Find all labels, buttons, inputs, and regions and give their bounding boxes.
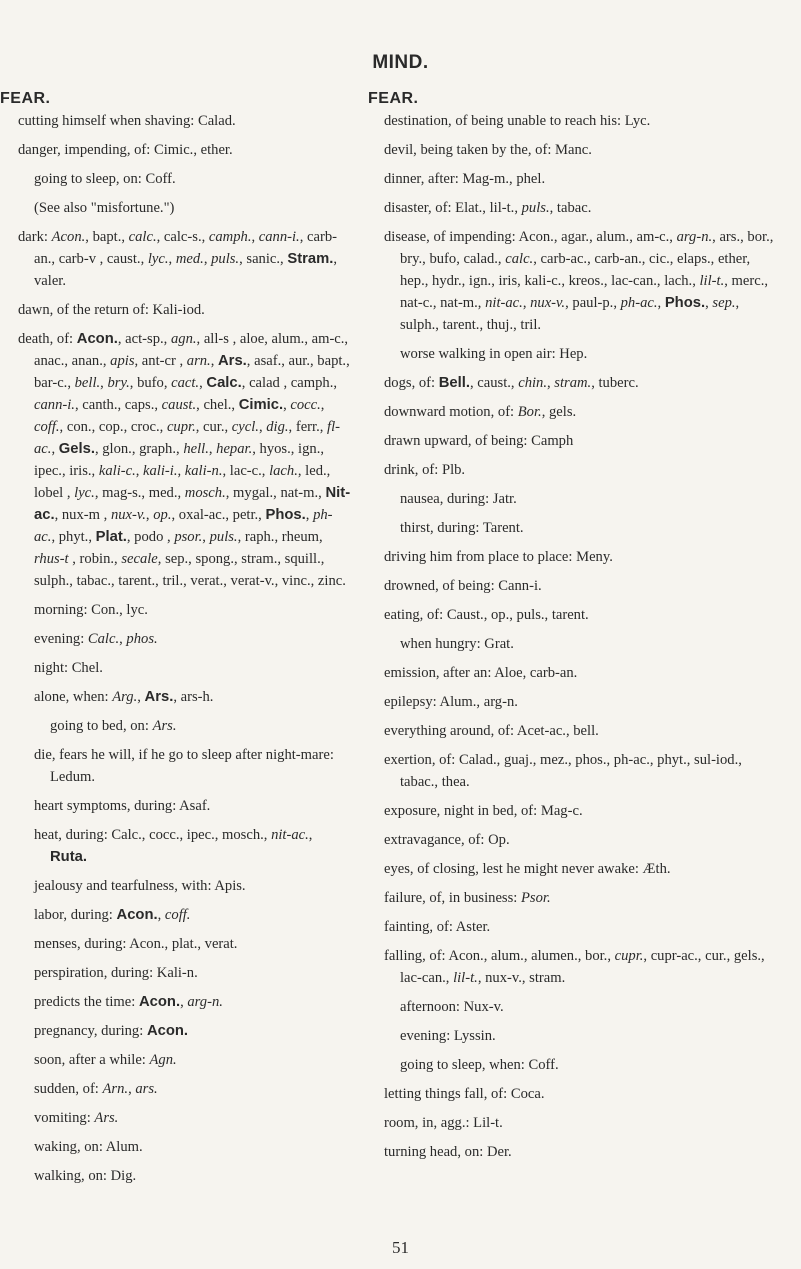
right-rubric-entry: dinner, after: Mag-m., phel. (384, 171, 546, 187)
page-number: 51 (392, 1238, 409, 1257)
right-rubric-entry: turning head, on: Der. (384, 1144, 512, 1160)
right-rubric-entry: exposure, night in bed, of: Mag-c. (384, 803, 583, 819)
right-column-heading: FEAR. (368, 90, 419, 107)
right-rubric-entry: falling, of: Acon., alum., alumen., bor., cupr., cupr-ac., cur., gels., lac-can., lil-t., nux-v., stram. (384, 948, 765, 986)
right-rubric-entry: drawn upward, of being: Camph (384, 433, 574, 449)
page-title: MIND. (372, 52, 429, 73)
right-rubric-entry: epilepsy: Alum., arg-n. (384, 694, 518, 710)
left-rubric-entry: perspiration, during: Kali-n. (34, 965, 198, 981)
right-rubric-entry: thirst, during: Tarent. (400, 520, 524, 536)
left-rubric-entry: danger, impending, of: Cimic., ether. (18, 142, 233, 158)
right-rubric-entry: destination, of being unable to reach his: Lyc. (384, 113, 651, 129)
right-rubric-entry: letting things fall, of: Coca. (384, 1086, 545, 1102)
left-rubric-entry: dawn, of the return of: Kali-iod. (18, 302, 205, 318)
left-rubric-entry: pregnancy, during: Acon. (34, 1023, 189, 1039)
left-rubric-entry: dark: Acon., bapt., calc., calc-s., camph., cann-i., carb-an., carb-v , caust., lyc., med., puls., sanic., Stram., valer. (18, 229, 338, 289)
right-rubric-entry: everything around, of: Acet-ac., bell. (384, 723, 599, 739)
left-rubric-entry: heat, during: Calc., cocc., ipec., mosch., nit-ac., Ruta. (34, 827, 313, 865)
left-entry-list (0, 110, 352, 1187)
left-column-heading: FEAR. (0, 90, 51, 107)
right-rubric-entry: worse walking in open air: Hep. (400, 346, 588, 362)
left-rubric-entry: going to sleep, on: Coff. (34, 171, 176, 187)
right-rubric-entry: room, in, agg.: Lil-t. (384, 1115, 503, 1131)
left-rubric-entry: night: Chel. (34, 660, 103, 676)
left-rubric-entry: alone, when: Arg., Ars., ars-h. (34, 689, 214, 705)
right-rubric-entry: disaster, of: Elat., lil-t., puls., tabac. (384, 200, 592, 216)
right-rubric-entry: exertion, of: Calad., guaj., mez., phos., ph-ac., phyt., sul-iod., tabac., thea. (384, 752, 742, 790)
left-rubric-entry: cutting himself when shaving: Calad. (18, 113, 236, 129)
right-rubric-entry: fainting, of: Aster. (384, 919, 491, 935)
right-rubric-entry: dogs, of: Bell., caust., chin., stram., tuberc. (384, 375, 639, 391)
right-rubric-entry: eating, of: Caust., op., puls., tarent. (384, 607, 589, 623)
left-rubric-entry: menses, during: Acon., plat., verat. (34, 936, 238, 952)
left-rubric-entry: evening: Calc., phos. (34, 631, 158, 647)
right-rubric-entry: evening: Lyssin. (400, 1028, 496, 1044)
right-rubric-entry: drowned, of being: Cann-i. (384, 578, 542, 594)
left-rubric-entry: morning: Con., lyc. (34, 602, 148, 618)
left-rubric-entry: soon, after a while: Agn. (34, 1052, 177, 1068)
right-column (370, 88, 780, 1170)
right-rubric-entry: driving him from place to place: Meny. (384, 549, 613, 565)
left-rubric-entry: jealousy and tearfulness, with: Apis. (34, 878, 246, 894)
right-rubric-entry: extravagance, of: Op. (384, 832, 510, 848)
right-rubric-entry: eyes, of closing, lest he might never awake: Æth. (384, 861, 671, 877)
right-rubric-entry: devil, being taken by the, of: Manc. (384, 142, 592, 158)
right-rubric-entry: emission, after an: Aloe, carb-an. (384, 665, 578, 681)
right-rubric-entry: drink, of: Plb. (384, 462, 466, 478)
left-rubric-entry: going to bed, on: Ars. (50, 718, 177, 734)
left-rubric-entry: sudden, of: Arn., ars. (34, 1081, 158, 1097)
left-rubric-entry: predicts the time: Acon., arg-n. (34, 994, 223, 1010)
right-rubric-entry: afternoon: Nux-v. (400, 999, 504, 1015)
left-rubric-entry: vomiting: Ars. (34, 1110, 119, 1126)
left-rubric-entry: labor, during: Acon., coff. (34, 907, 191, 923)
left-rubric-entry: (See also "misfortune.") (34, 200, 175, 216)
right-rubric-entry: when hungry: Grat. (400, 636, 514, 652)
left-rubric-entry: walking, on: Dig. (34, 1168, 137, 1184)
left-column (0, 88, 352, 1194)
left-rubric-entry: die, fears he will, if he go to sleep after night-mare: Ledum. (34, 747, 334, 785)
right-rubric-entry: going to sleep, when: Coff. (400, 1057, 559, 1073)
right-entry-list (370, 110, 780, 1163)
left-rubric-entry: death, of: Acon., act-sp., agn., all-s , aloe, alum., am-c., anac., anan., apis, ant-cr , arn., Ars., asaf., aur., bapt., bar-c., bell., bry., bufo, cact., Calc., calad , camph., cann-i., canth., caps., caust., chel., Cimic., cocc., coff., con., cop., croc., cupr., cur., cycl., dig., ferr., fl-ac., Gels., glon., graph., hell., hepar., hyos., ign., ipec., iris., kali-c., kali-i., kali-n., lac-c., lach., led., lobel , lyc., mag-s., med., mosch., mygal., nat-m., Nit-ac., nux-m , nux-v., op., oxal-ac., petr., Phos., ph-ac., phyt., Plat., podo , psor., puls., raph., rheum, rhus-t , robin., secale, sep., spong., stram., squill., sulph., tabac., tarent., tril., verat., verat-v., vinc., zinc. (18, 331, 351, 589)
right-rubric-entry: nausea, during: Jatr. (400, 491, 517, 507)
left-rubric-entry: waking, on: Alum. (34, 1139, 143, 1155)
right-rubric-entry: downward motion, of: Bor., gels. (384, 404, 577, 420)
left-rubric-entry: heart symptoms, during: Asaf. (34, 798, 211, 814)
right-rubric-entry: disease, of impending: Acon., agar., alum., am-c., arg-n., ars., bor., bry., bufo, calad., calc., carb-ac., carb-an., cic., elaps., ether, hep., hydr., ign., iris, kali-c., kreos., lac-can., lach., lil-t., merc., nat-c., nat-m., nit-ac., nux-v., paul-p., ph-ac., Phos., sep., sulph., tarent., thuj., tril. (384, 229, 774, 333)
right-rubric-entry: failure, of, in business: Psor. (384, 890, 551, 906)
